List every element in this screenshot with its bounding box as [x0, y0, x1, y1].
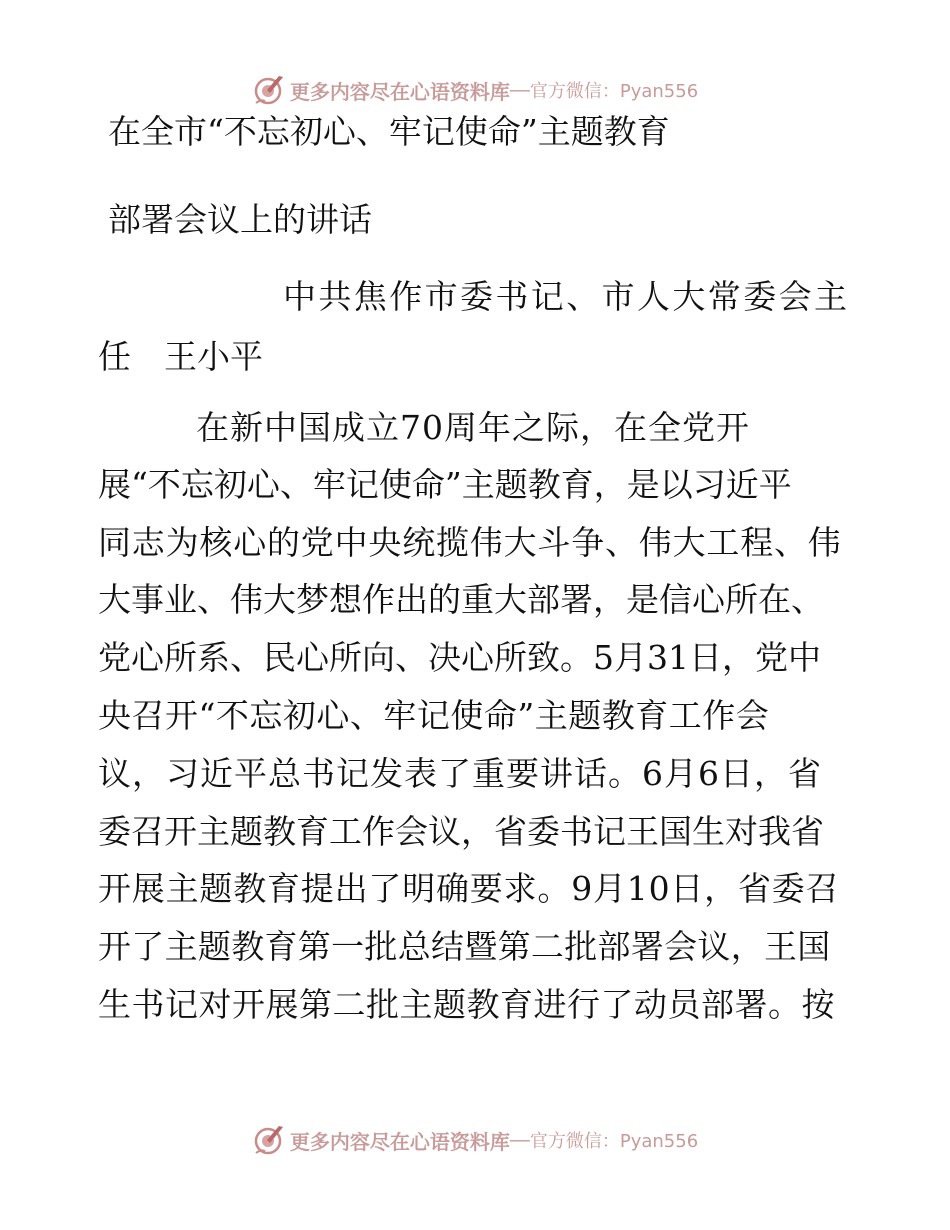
watermark-main-text: 更多内容尽在心语资料库 [289, 79, 510, 104]
body-line: 开了主题教育第一批总结暨第二批部署会议，王国 [98, 927, 831, 966]
body-line: 议，习近平总书记发表了重要讲话。6月6日，省 [98, 754, 822, 793]
author-line-1: 中共焦作市委书记、市人大常委会主 [283, 277, 850, 316]
quill-pen-logo-icon [252, 73, 286, 107]
body-line: 生书记对开展第二批主题教育进行了动员部署。按 [98, 985, 835, 1024]
watermark-separator: — [509, 78, 530, 101]
body-line: 党心所系、民心所向、决心所致。5月31日，党中 [98, 638, 821, 677]
body-line: 央召开“不忘初心、牢记使命”主题教育工作会 [98, 696, 770, 735]
document-title-line-1: 在全市“不忘初心、牢记使命”主题教育 [108, 112, 670, 151]
document-title-line-2: 部署会议上的讲话 [108, 200, 372, 239]
watermark-separator: — [509, 1128, 530, 1151]
body-line: 展“不忘初心、牢记使命”主题教育，是以习近平 [98, 465, 792, 504]
watermark-suffix-text: 官方微信：Pyan556 [529, 81, 699, 102]
body-line: 委召开主题教育工作会议，省委书记王国生对我省 [98, 812, 824, 851]
body-line: 同志为核心的党中央统揽伟大斗争、伟大工程、伟 [98, 523, 842, 562]
body-line: 开展主题教育提出了明确要求。9月10日，省委召 [98, 869, 840, 908]
quill-pen-logo-icon [252, 1123, 286, 1157]
footer-watermark [0, 1120, 950, 1160]
body-line: 大事业、伟大梦想作出的重大部署，是信心所在、 [98, 580, 824, 619]
author-line-2: 任 王小平 [98, 337, 263, 376]
header-watermark [0, 70, 950, 110]
body-line: 在新中国成立70周年之际，在全党开 [196, 408, 750, 447]
watermark-main-text: 更多内容尽在心语资料库 [289, 1129, 510, 1154]
watermark-suffix-text: 官方微信：Pyan556 [529, 1131, 699, 1152]
